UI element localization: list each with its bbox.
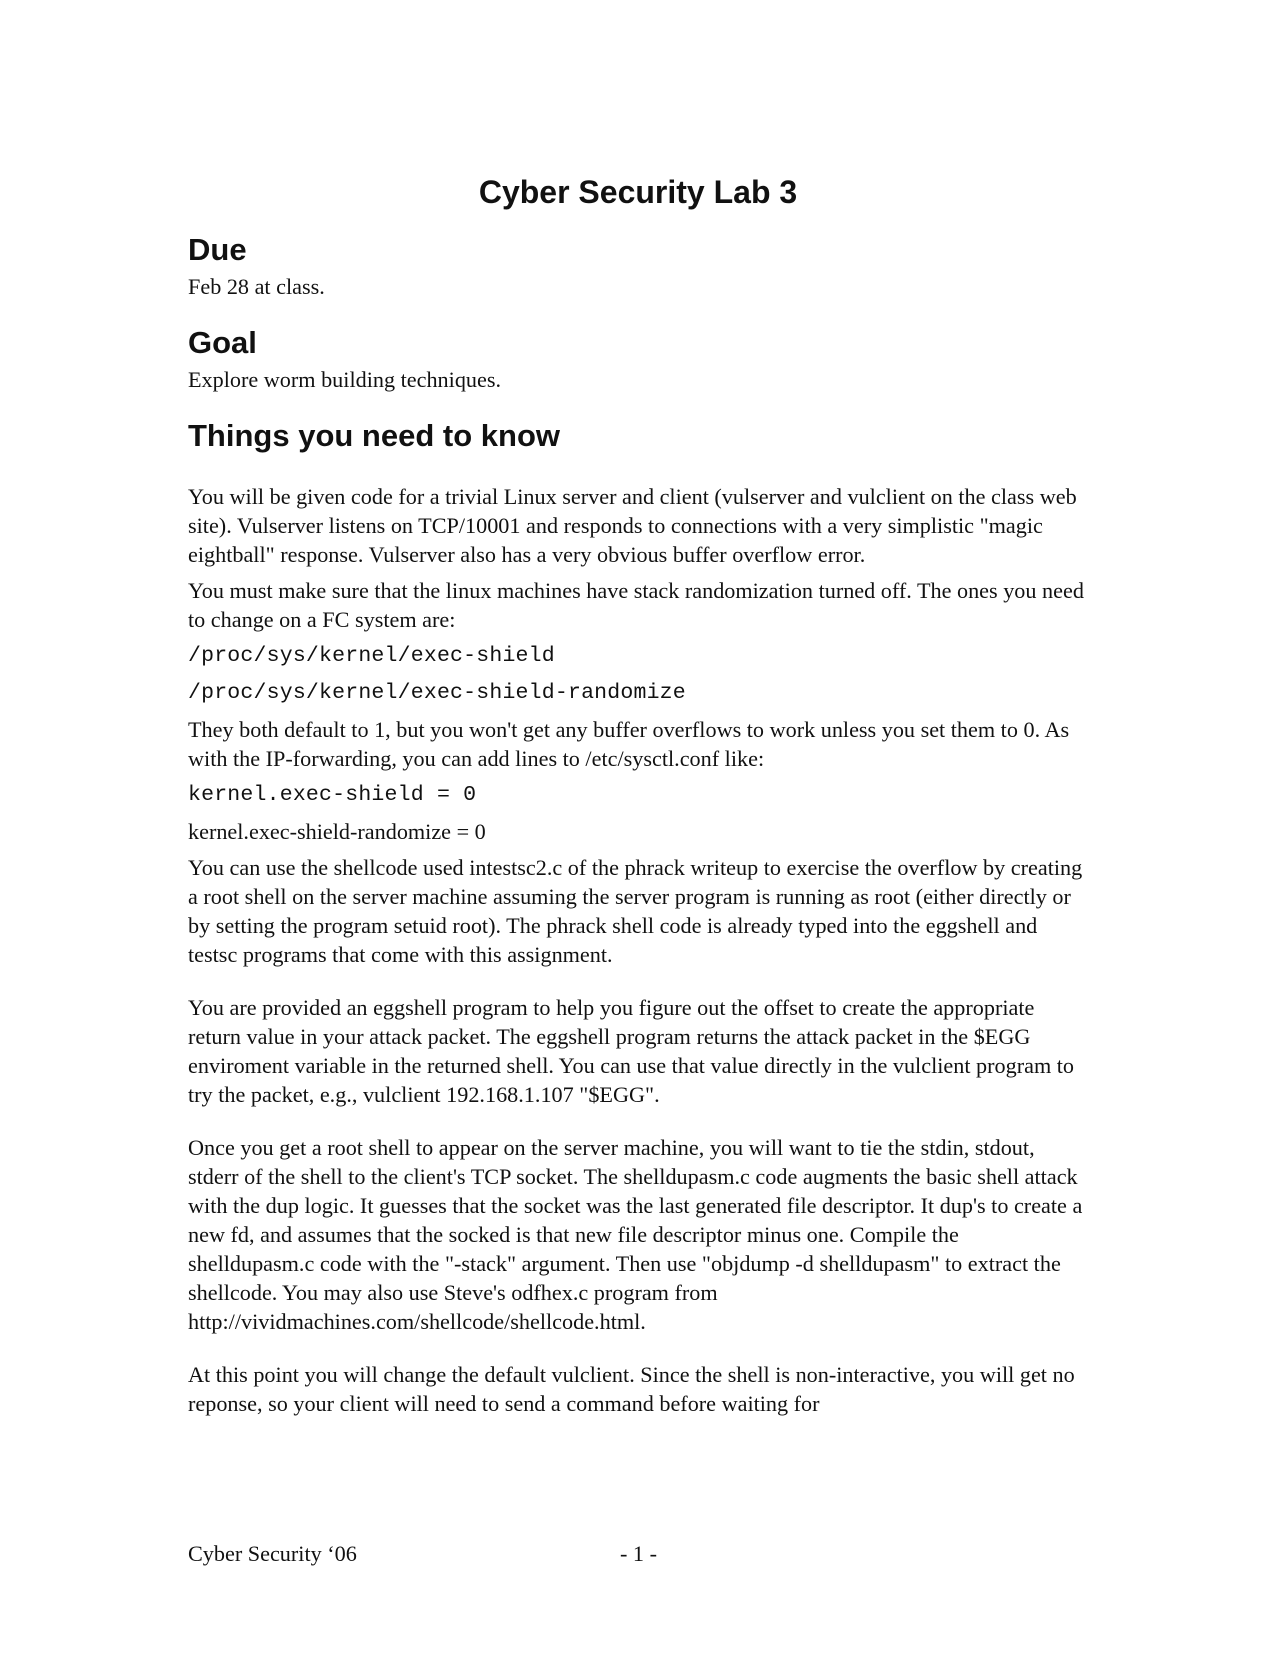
due-text: Feb 28 at class. — [188, 274, 325, 299]
footer-page-number: - 1 - — [620, 1541, 657, 1566]
paragraph-stack-randomization: You must make sure that the linux machines have stack randomization turned off. The ones you need to change on a FC system are: — [188, 578, 1084, 632]
goal-heading: Goal — [188, 325, 257, 360]
paragraph-sysctl-settings: They both default to 1, but you won't get any buffer overflows to work unless you set them to 0. As with the IP-forwarding, you can add lines to /etc/sysctl.conf like: — [188, 717, 1070, 771]
paragraph-eggshell-offset: You are provided an eggshell program to help you figure out the offset to create the appropriate return value in your attack packet. The eggshell program returns the attack packet in the $EGG enviroment variable in the returned shell. You can use that value directly in the vulclient program to try the packet, e.g., vulclient 192.168.1.107 "$EGG". — [188, 995, 1075, 1107]
code-exec-shield-path: /proc/sys/kernel/exec-shield — [188, 644, 555, 668]
goal-text: Explore worm building techniques. — [188, 367, 502, 392]
paragraph-shellcode-overflow: You can use the shellcode used intestsc2.c of the phrack writeup to exercise the overflow by creating a root shell on the server machine assuming the server program is running as root (either directly or by setting the program setuid root). The phrack shell code is already typed into the eggshell and testsc programs that come with this assignment. — [188, 855, 1083, 967]
paragraph-vulserver-intro: You will be given code for a trivial Linux server and client (vulserver and vulclient on the class web site). Vulserver listens on TCP/10001 and responds to connections with a very simplistic "magic eightball" response. Vulserver also has a very obvious buffer overflow error. — [188, 484, 1077, 567]
document-content — [188, 172, 1088, 1418]
code-exec-shield-setting: kernel.exec-shield = 0 — [188, 783, 477, 807]
due-heading: Due — [188, 232, 247, 267]
document-title: Cyber Security Lab 3 — [478, 174, 798, 210]
things-heading: Things you need to know — [188, 418, 560, 453]
paragraph-shell-socket-dup: Once you get a root shell to appear on the server machine, you will want to tie the stdin, stdout, stderr of the shell to the client's TCP socket. The shelldupasm.c code augments the basic shell attack with the dup logic. It guesses that the socket was the last generated file descriptor. It dup's to create a new fd, and assumes that the socked is that new file descriptor minus one. Compile the shelldupasm.c code with the "-stack" argument. Then use "objdump -d shelldupasm" to extract the shellcode. You may also use Steve's odfhex.c program from http://vividmachines.com/shellcode/shellcode.html. — [188, 1135, 1083, 1334]
code-exec-shield-randomize-path: /proc/sys/kernel/exec-shield-randomize — [188, 681, 686, 705]
footer-course-label: Cyber Security ‘06 — [188, 1541, 357, 1566]
text-exec-shield-randomize-setting: kernel.exec-shield-randomize = 0 — [188, 819, 486, 844]
paragraph-vulclient-change: At this point you will change the default vulclient. Since the shell is non-interactive, you will get no reponse, so your client will need to send a command before waiting for — [188, 1362, 1075, 1416]
